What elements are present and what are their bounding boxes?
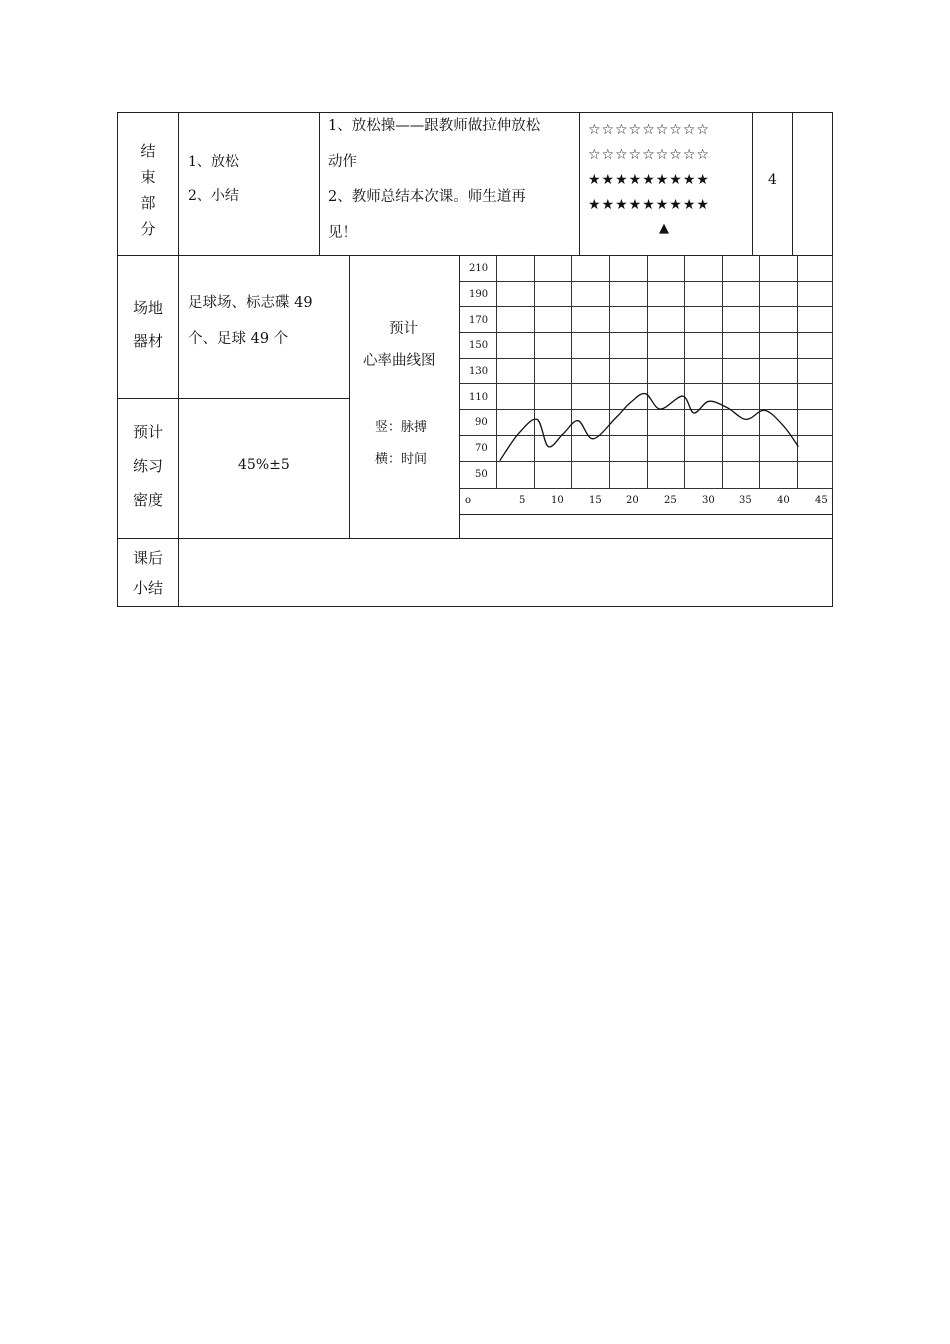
method-line: 见！	[328, 225, 357, 241]
divider	[792, 112, 793, 256]
divider	[178, 538, 179, 607]
x-tick-label: o	[465, 495, 472, 506]
formation-row-solid: ★★★★★★★★★	[588, 197, 710, 213]
density-label-line: 密度	[132, 491, 163, 509]
method-line: 2、教师总结本次课。师生道再	[328, 189, 526, 205]
content-item: 1、放松	[188, 154, 239, 170]
y-tick-label: 90	[475, 417, 488, 428]
heart-rate-title: 预计	[389, 321, 418, 337]
x-tick-label: 15	[589, 495, 602, 506]
density-label	[118, 415, 178, 517]
y-tick-label: 70	[475, 443, 488, 454]
x-tick-label: 10	[551, 495, 564, 506]
y-tick-label: 170	[469, 315, 489, 326]
teacher-triangle-icon: ▲	[659, 221, 670, 236]
divider	[579, 112, 580, 256]
x-tick-label: 40	[777, 495, 790, 506]
divider	[178, 255, 179, 539]
divider	[349, 255, 350, 539]
heart-rate-curve-svg	[459, 255, 833, 515]
venue-content: 足球场、标志碟 49	[188, 295, 313, 311]
density-value: 45%±5	[238, 457, 290, 473]
section-label-char: 束	[140, 168, 156, 186]
section-label-char: 部	[140, 194, 156, 212]
heart-rate-curve	[500, 393, 799, 460]
divider	[117, 398, 349, 399]
y-tick-label: 110	[469, 392, 489, 403]
x-tick-label: 5	[519, 495, 526, 506]
density-label-line: 练习	[132, 457, 163, 475]
method-line: 动作	[328, 154, 357, 170]
venue-label	[118, 292, 178, 358]
density-label-line: 预计	[132, 423, 163, 441]
method-line: 1、放松操——跟教师做拉伸放松	[328, 118, 541, 134]
divider	[319, 112, 320, 256]
section-label-end	[118, 138, 178, 242]
formation-row-solid: ★★★★★★★★★	[588, 172, 710, 188]
axis-note-x: 横：时间	[375, 452, 428, 467]
x-tick-label: 30	[702, 495, 715, 506]
x-tick-label: 20	[626, 495, 639, 506]
y-tick-label: 210	[469, 263, 489, 274]
section-label-char: 分	[140, 220, 156, 238]
section-label-char: 结	[140, 142, 156, 160]
y-tick-label: 130	[469, 366, 489, 377]
formation-row-hollow: ☆☆☆☆☆☆☆☆☆	[588, 147, 710, 163]
heart-rate-title: 心率曲线图	[363, 353, 436, 369]
venue-label-line: 场地	[132, 299, 163, 317]
x-tick-label: 35	[739, 495, 752, 506]
x-tick-label: 25	[664, 495, 677, 506]
y-tick-label: 50	[475, 469, 488, 480]
heart-rate-chart	[459, 255, 833, 515]
lesson-plan-table-bottom	[117, 538, 833, 607]
x-tick-label: 45	[815, 495, 828, 506]
divider	[752, 112, 753, 256]
summary-label	[118, 543, 178, 603]
duration-value: 4	[768, 172, 777, 188]
y-tick-label: 190	[469, 289, 489, 300]
formation-row-hollow: ☆☆☆☆☆☆☆☆☆	[588, 122, 710, 138]
summary-label-line: 小结	[132, 579, 163, 597]
summary-label-line: 课后	[132, 549, 163, 567]
content-item: 2、小结	[188, 188, 239, 204]
y-tick-label: 150	[469, 340, 489, 351]
divider	[178, 112, 179, 256]
axis-note-y: 竖：脉搏	[375, 420, 428, 435]
venue-content: 个、足球 49 个	[188, 331, 289, 347]
venue-label-line: 器材	[132, 332, 163, 350]
